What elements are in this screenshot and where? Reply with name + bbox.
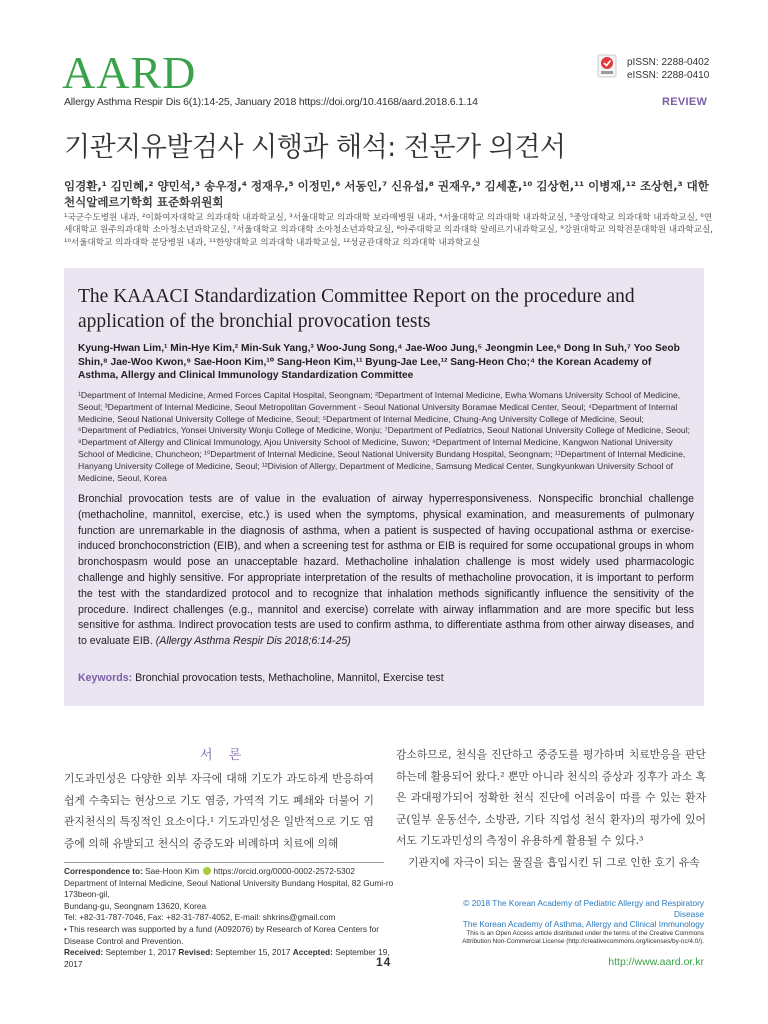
body-right-paragraph-2: 기관지에 자극이 되는 물질을 흡입시킨 뒤 그로 인한 호기 유속 [408, 855, 700, 869]
body-right-column [396, 744, 706, 873]
copyright-line-1: © 2018 The Korean Academy of Pediatric Allergy and Respiratory Disease [463, 898, 704, 919]
address-line-1: Department of Internal Medicine, Seoul National University Bundang Hospital, 82 Gumi-ro 173beon-gil, [64, 877, 394, 900]
keywords [78, 672, 694, 684]
copyright-block [440, 898, 704, 946]
issn-block [627, 56, 709, 82]
pissn: pISSN: 2288-0402 [627, 57, 710, 68]
crossmark-icon[interactable] [597, 54, 617, 78]
english-authors: Kyung-Hwan Lim,¹ Min-Hye Kim,² Min-Suk Yang,³ Woo-Jung Song,⁴ Jae-Woo Jung,⁵ Jeongmin Lee,⁶ Dong In Suh,⁷ Yoo Seob Shin,⁸ Jae-Woo Kwon,⁹ Sae-Hoon Kim,¹⁰ Sang-Heon Kim,¹¹ Byung-Jae Lee,¹² Sang-Heon Cho;⁴ the Korean Academy of Asthma, Allergy and Clinical Immunology Standardization Committee [78, 343, 680, 381]
section-heading-intro: 서 론 [200, 748, 248, 763]
journal-logo: AARD [62, 47, 197, 98]
keywords-label: Keywords: [78, 672, 133, 684]
dates-line [64, 947, 404, 970]
accepted-date: September 19, 2017 [64, 947, 390, 969]
korean-authors: 임경환,¹ 김민혜,² 양민석,³ 송우정,⁴ 정재우,⁵ 이정민,⁶ 서동인,⁷ 신유섭,⁸ 권재우,⁹ 김세훈,¹⁰ 김상헌,¹¹ 이병재,¹² 조상헌,³ 대한천식알레르기학회 표준화위원회 [64, 179, 709, 209]
revised-date: September 15, 2017 [212, 947, 293, 958]
article-type-badge: REVIEW [662, 96, 708, 108]
page-number: 14 [376, 955, 392, 969]
copyright-line-2: The Korean Academy of Asthma, Allergy and Clinical Immunology [462, 919, 704, 929]
orcid-icon [203, 867, 211, 875]
address-line-2: Bundang-gu, Seongnam 13620, Korea [64, 900, 207, 911]
orcid-link[interactable]: https://orcid.org/0000-0002-2572-5302 [213, 866, 356, 876]
body-left-column: 기도과민성은 다양한 외부 자극에 대해 기도가 과도하게 반응하여 쉽게 수축되는 현상으로 기도 염증, 가역적 기도 폐쇄와 더불어 기관지천식의 특징적인 요소이다.¹ 기도과민성은 일반적으로 기도 염증에 의해 유발되고 천식의 중증도와 비례하며 치료에 의해 [64, 772, 374, 850]
license-text: This is an Open Access article distributed under the terms of the Creative Commons Attribution Non-Commercial License (http://creativecommons.org/licenses/by-nc/4.0/). [462, 929, 704, 945]
abstract-body: Bronchial provocation tests are of value in the evaluation of airway hyperresponsiveness. Nonspecific bronchial challenge (methacholine, mannitol, exercise, etc.) is used when the symptoms, physical examination, and measurements of pulmonary function are unremarkable in the diagnosis of asthma, when a patient is suspected of having occupational asthma or exercise-induced bronchoconstriction (EIB), and when a screening test for asthma or EIB is required for some occupational groups in whom bronchospasm would pose an unacceptable hazard. Methacholine inhalation challenge is most widely used pharmacologic challenge and highly sensitive. For appropriate interpretation of the results of methacholine provocation, it is important to perform the test with the standardized protocol and to recognize that inhalation methods significantly influence the sensitivity of the procedure. Indirect challenges (e.g., mannitol and exercise) correlate with airway inflammation and are more specific but less sensitive for asthma. Indirect provocation tests are used to confirm asthma, to differentiate asthma from other airway diseases, and to evaluate EIB. [78, 493, 694, 648]
footnote-divider [64, 862, 384, 863]
correspondence-name: Sae-Hoon Kim [142, 866, 202, 876]
correspondence-block [64, 866, 404, 970]
correspondence-line [64, 866, 404, 878]
journal-url[interactable]: http://www.aard.or.kr [608, 956, 704, 968]
abstract-citation: (Allergy Asthma Respir Dis 2018;6:14-25) [152, 635, 351, 648]
korean-affiliations: ¹국군수도병원 내과, ²이화여자대학교 의과대학 내과학교실, ³서울대학교 의과대학 보라매병원 내과, ⁴서울대학교 의과대학 내과학교실, ⁵중앙대학교 의과대학 내과학교실, ⁶연세대학교 원주의과대학 소아청소년과학교실, ⁷서울대학교 의과대학 소아청소년과학교실, ⁸아주대학교 의과대학 알레르기내과학교실, ⁹강원대학교 의학전문대학원 내과학교실, ¹⁰서울대학교 의과대학 분당병원 내과, ¹¹한양대학교 의과대학 내과학교실, ¹²성균관대학교 의과대학 내과학교실 [64, 213, 714, 248]
received-label: Received: [64, 947, 104, 958]
english-affiliations: ¹Department of Internal Medicine, Armed Forces Capital Hospital, Seongnam; ²Department of Internal Medicine, Ewha Womans University School of Medicine, Seoul; ³Department of Internal Medicine, Seoul Metropolitan Government - Seoul National University Boramae Medical Center, Seoul; ⁴Department of Internal Medicine, Seoul National University College of Medicine, Seoul; ⁵Department of Internal Medicine, Chung-Ang University College of Medicine, Seoul; ⁶Department of Pediatrics, Yonsei University Wonju College of Medicine, Wonju; ⁷Department of Pediatrics, Seoul National University College of Medicine, Seoul; ⁸Department of Allergy and Clinical Immunology, Ajou University School of Medicine, Suwon; ⁹Department of Internal Medicine, Kangwon National University School of Medicine, Chuncheon; ¹⁰Department of Internal Medicine, Seoul National University Bundang Hospital, Seongnam; ¹¹Department of Internal Medicine, Hanyang University College of Medicine, Seoul; ¹²Division of Allergy, Department of Medicine, Samsung Medical Center, Sungkyunkwan University School of Medicine, Seoul, Korea [78, 390, 691, 483]
citation-line: Allergy Asthma Respir Dis 6(1):14-25, January 2018 https://doi.org/10.4168/aard.2018.6.1.14 [64, 96, 478, 108]
body-right-paragraph-1: 감소하므로, 천식을 진단하고 중증도를 평가하며 치료반응을 판단하는데 활용되어 왔다.² 뿐만 아니라 천식의 증상과 징후가 과소 혹은 과대평가되어 정확한 천식 진단에 어려움이 따를 수 있는 환자군(일부 운동선수, 소방관, 기타 직업성 천식 환자)의 평가에 있어서도 기도과민성의 측정이 유용하게 활용될 수 있다.³ [396, 748, 706, 847]
revised-label: Revised: [178, 947, 213, 958]
contact-line: Tel: +82-31-787-7046, Fax: +82-31-787-4052, E-mail: shkrins@gmail.com [64, 912, 336, 923]
accepted-label: Accepted: [292, 947, 333, 958]
english-title: The KAAACI Standardization Committee Report on the procedure and application of the bronchial provocation tests [78, 286, 635, 332]
correspondence-label: Correspondence to: [64, 866, 143, 876]
funding-note: • This research was supported by a fund (A092076) by Research of Korea Centers for Disease Control and Prevention. [64, 923, 379, 946]
eissn: eISSN: 2288-0410 [627, 70, 710, 81]
abstract-text [78, 492, 694, 650]
keywords-list: Bronchial provocation tests, Methacholine, Mannitol, Exercise test [132, 672, 444, 684]
korean-title: 기관지유발검사 시행과 해석: 전문가 의견서 [64, 132, 566, 163]
received-date: September 1, 2017 [103, 947, 179, 958]
